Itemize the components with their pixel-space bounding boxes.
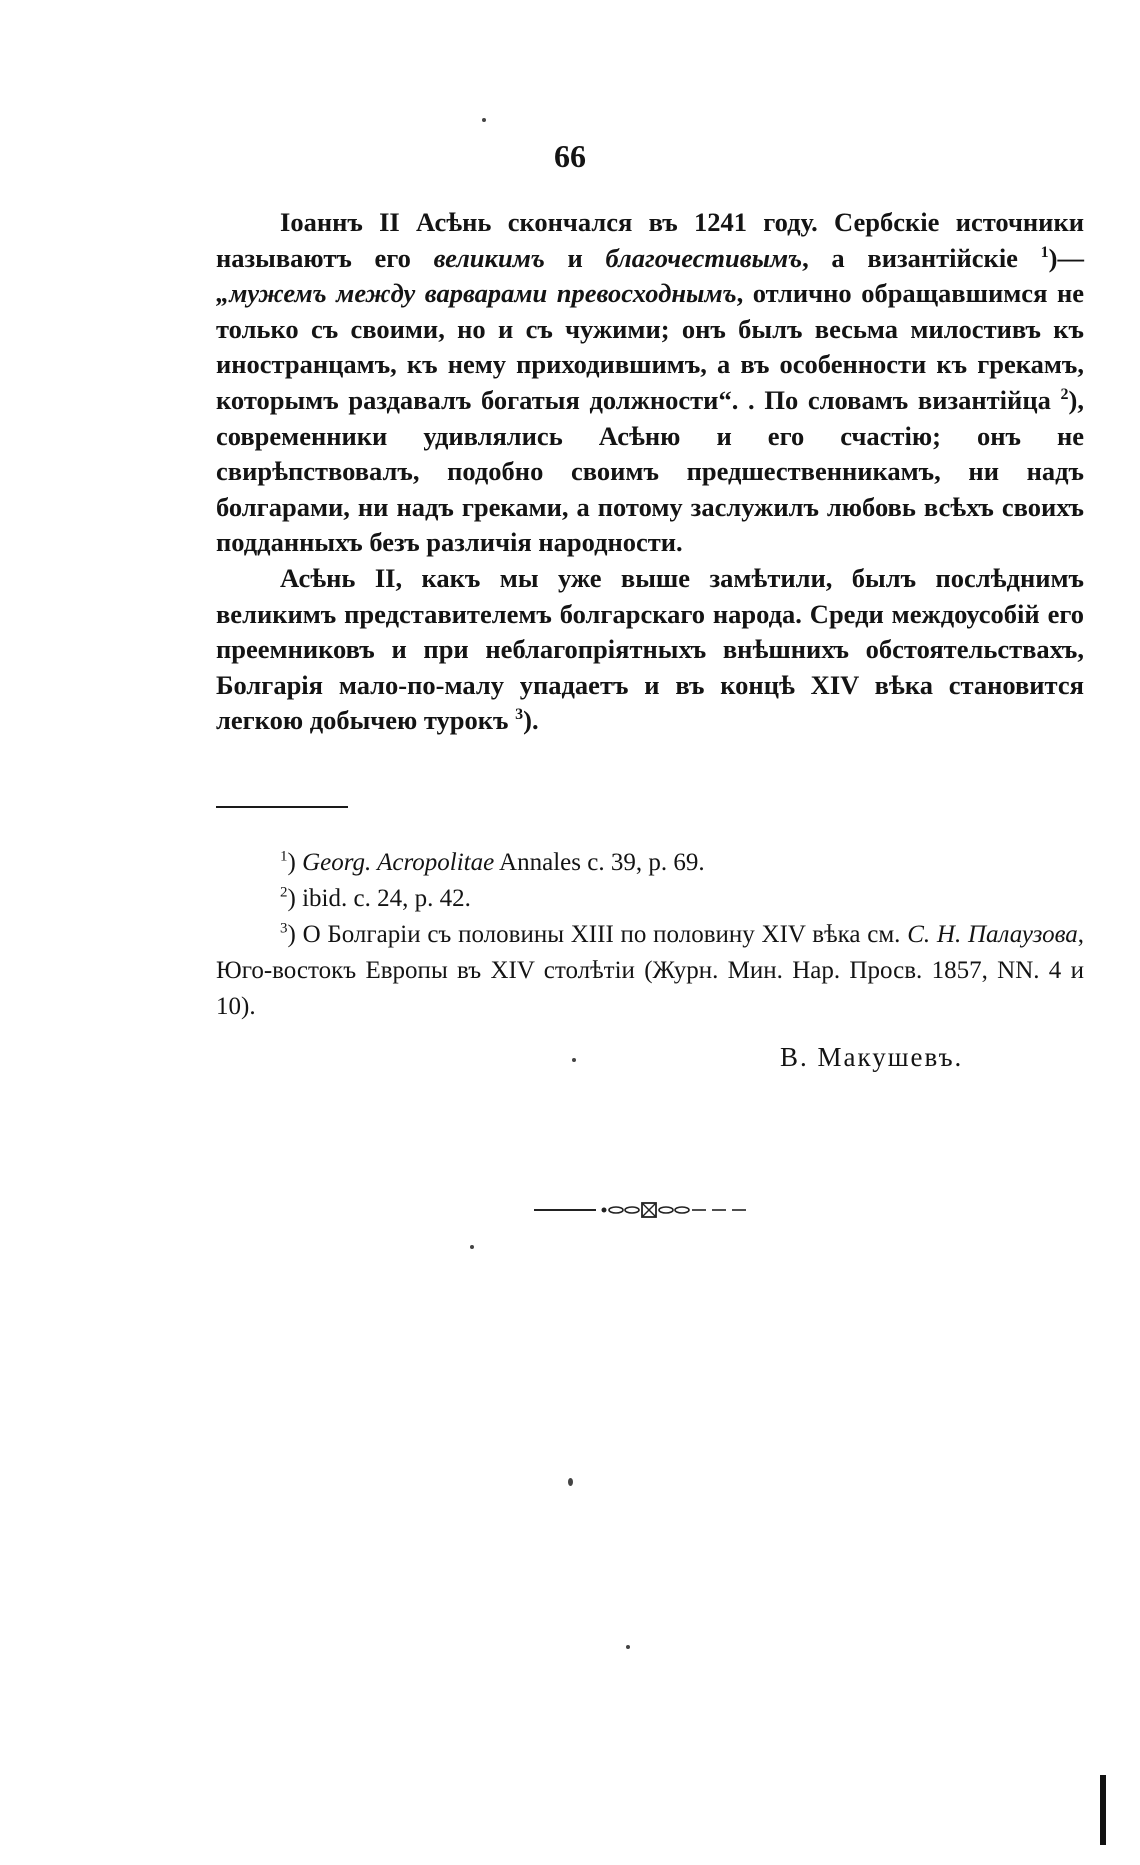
text-run: , отлично обращавшимся не только съ своими, но и съ чужими; онъ былъ весьма милостивъ къ иностранцамъ, къ нему приходившимъ, а въ особенности къ грекамъ, которымъ раздавалъ богатыя должности“. . По словамъ византійца xyxy=(216,278,1084,415)
text-run: ), современники удивлялись Асѣню и его счастію; онъ не свирѣпствовалъ, подобно своимъ предшественникамъ, ни надъ болгарами, ни надъ греками, а потому заслужилъ любовь всѣхъ своихъ подданныхъ безъ различія народности. xyxy=(216,384,1084,558)
scan-speck xyxy=(626,1645,630,1649)
paragraph-2 xyxy=(216,561,1084,739)
footnotes xyxy=(216,845,1084,1025)
footnote-reference-1[interactable]: 1 xyxy=(1040,243,1049,261)
italic-run: великимъ xyxy=(433,242,545,273)
ornament-divider xyxy=(534,1200,764,1220)
page-number: 66 xyxy=(554,138,586,174)
scan-speck xyxy=(572,1058,576,1062)
italic-run: Georg. Acropolitae xyxy=(302,849,495,876)
footnote-2: $^2$) ibid. c. 24, p. 42. xyxy=(280,884,471,912)
footnote-3: $^3$) О Болгаріи съ половины XIII по половину XIV вѣка см. С. Н. Палаузова, Юго-востокъ Европы въ XIV столѣтіи (Журн. Мин. Нар. Просв. 1857, NN. 4 и 10). xyxy=(216,920,1085,1020)
paragraph-1 xyxy=(216,205,1084,561)
text-run: , Юго-востокъ Европы въ XIV столѣтіи (Журн. Мин. Нар. Просв. 1857, NN. 4 и 10). xyxy=(216,921,1085,1020)
italic-run: С. Н. Палаузова xyxy=(907,921,1078,948)
footnote-reference-3[interactable]: 3 xyxy=(515,706,524,724)
author-signature: В. Макушевъ. xyxy=(780,1042,964,1072)
scan-speck xyxy=(482,118,486,122)
text-run: )— xyxy=(1048,242,1084,273)
footnote-mark: 2 xyxy=(280,884,288,901)
scan-edge-mark xyxy=(1100,1775,1106,1845)
italic-quote: „мужемъ между варварами превосходнымъ xyxy=(216,278,737,309)
text-run: ). xyxy=(523,705,539,736)
italic-run: благочестивымъ xyxy=(605,242,803,273)
footnote-divider xyxy=(216,806,348,808)
scan-speck xyxy=(470,1245,474,1249)
footnote-mark: 3 xyxy=(280,920,288,937)
text-run: и xyxy=(544,242,606,273)
text-run: , а византійскіе xyxy=(802,242,1041,273)
footnote-1: $^1$) Georg. Acropolitae Annales c. 39, p. 69. xyxy=(280,848,705,876)
text-run: О Болгаріи съ половины XIII по половину XIV вѣка см. xyxy=(295,921,908,948)
text-run: Іоаннъ II Асѣнь скончался въ 1241 году. Сербскіе источники называютъ его xyxy=(216,207,1084,273)
scan-speck xyxy=(568,1478,573,1486)
main-text xyxy=(216,205,1084,739)
text-run: ibid. c. 24, p. 42. xyxy=(295,885,471,912)
footnote-reference-2[interactable]: 2 xyxy=(1060,386,1069,404)
footnote-mark: 1 xyxy=(280,848,288,865)
text-run: Annales c. 39, p. 69. xyxy=(494,849,705,876)
text-run: Асѣнь II, какъ мы уже выше замѣтили, былъ послѣднимъ великимъ представителемъ болгарскаго народа. Среди междоусобій его преемниковъ и при неблагопріятныхъ внѣшнихъ обстоятельствахъ, Болгарія мало-по-малу упадаетъ и въ концѣ XIV вѣка становится легкою добычею турокъ xyxy=(216,562,1084,736)
